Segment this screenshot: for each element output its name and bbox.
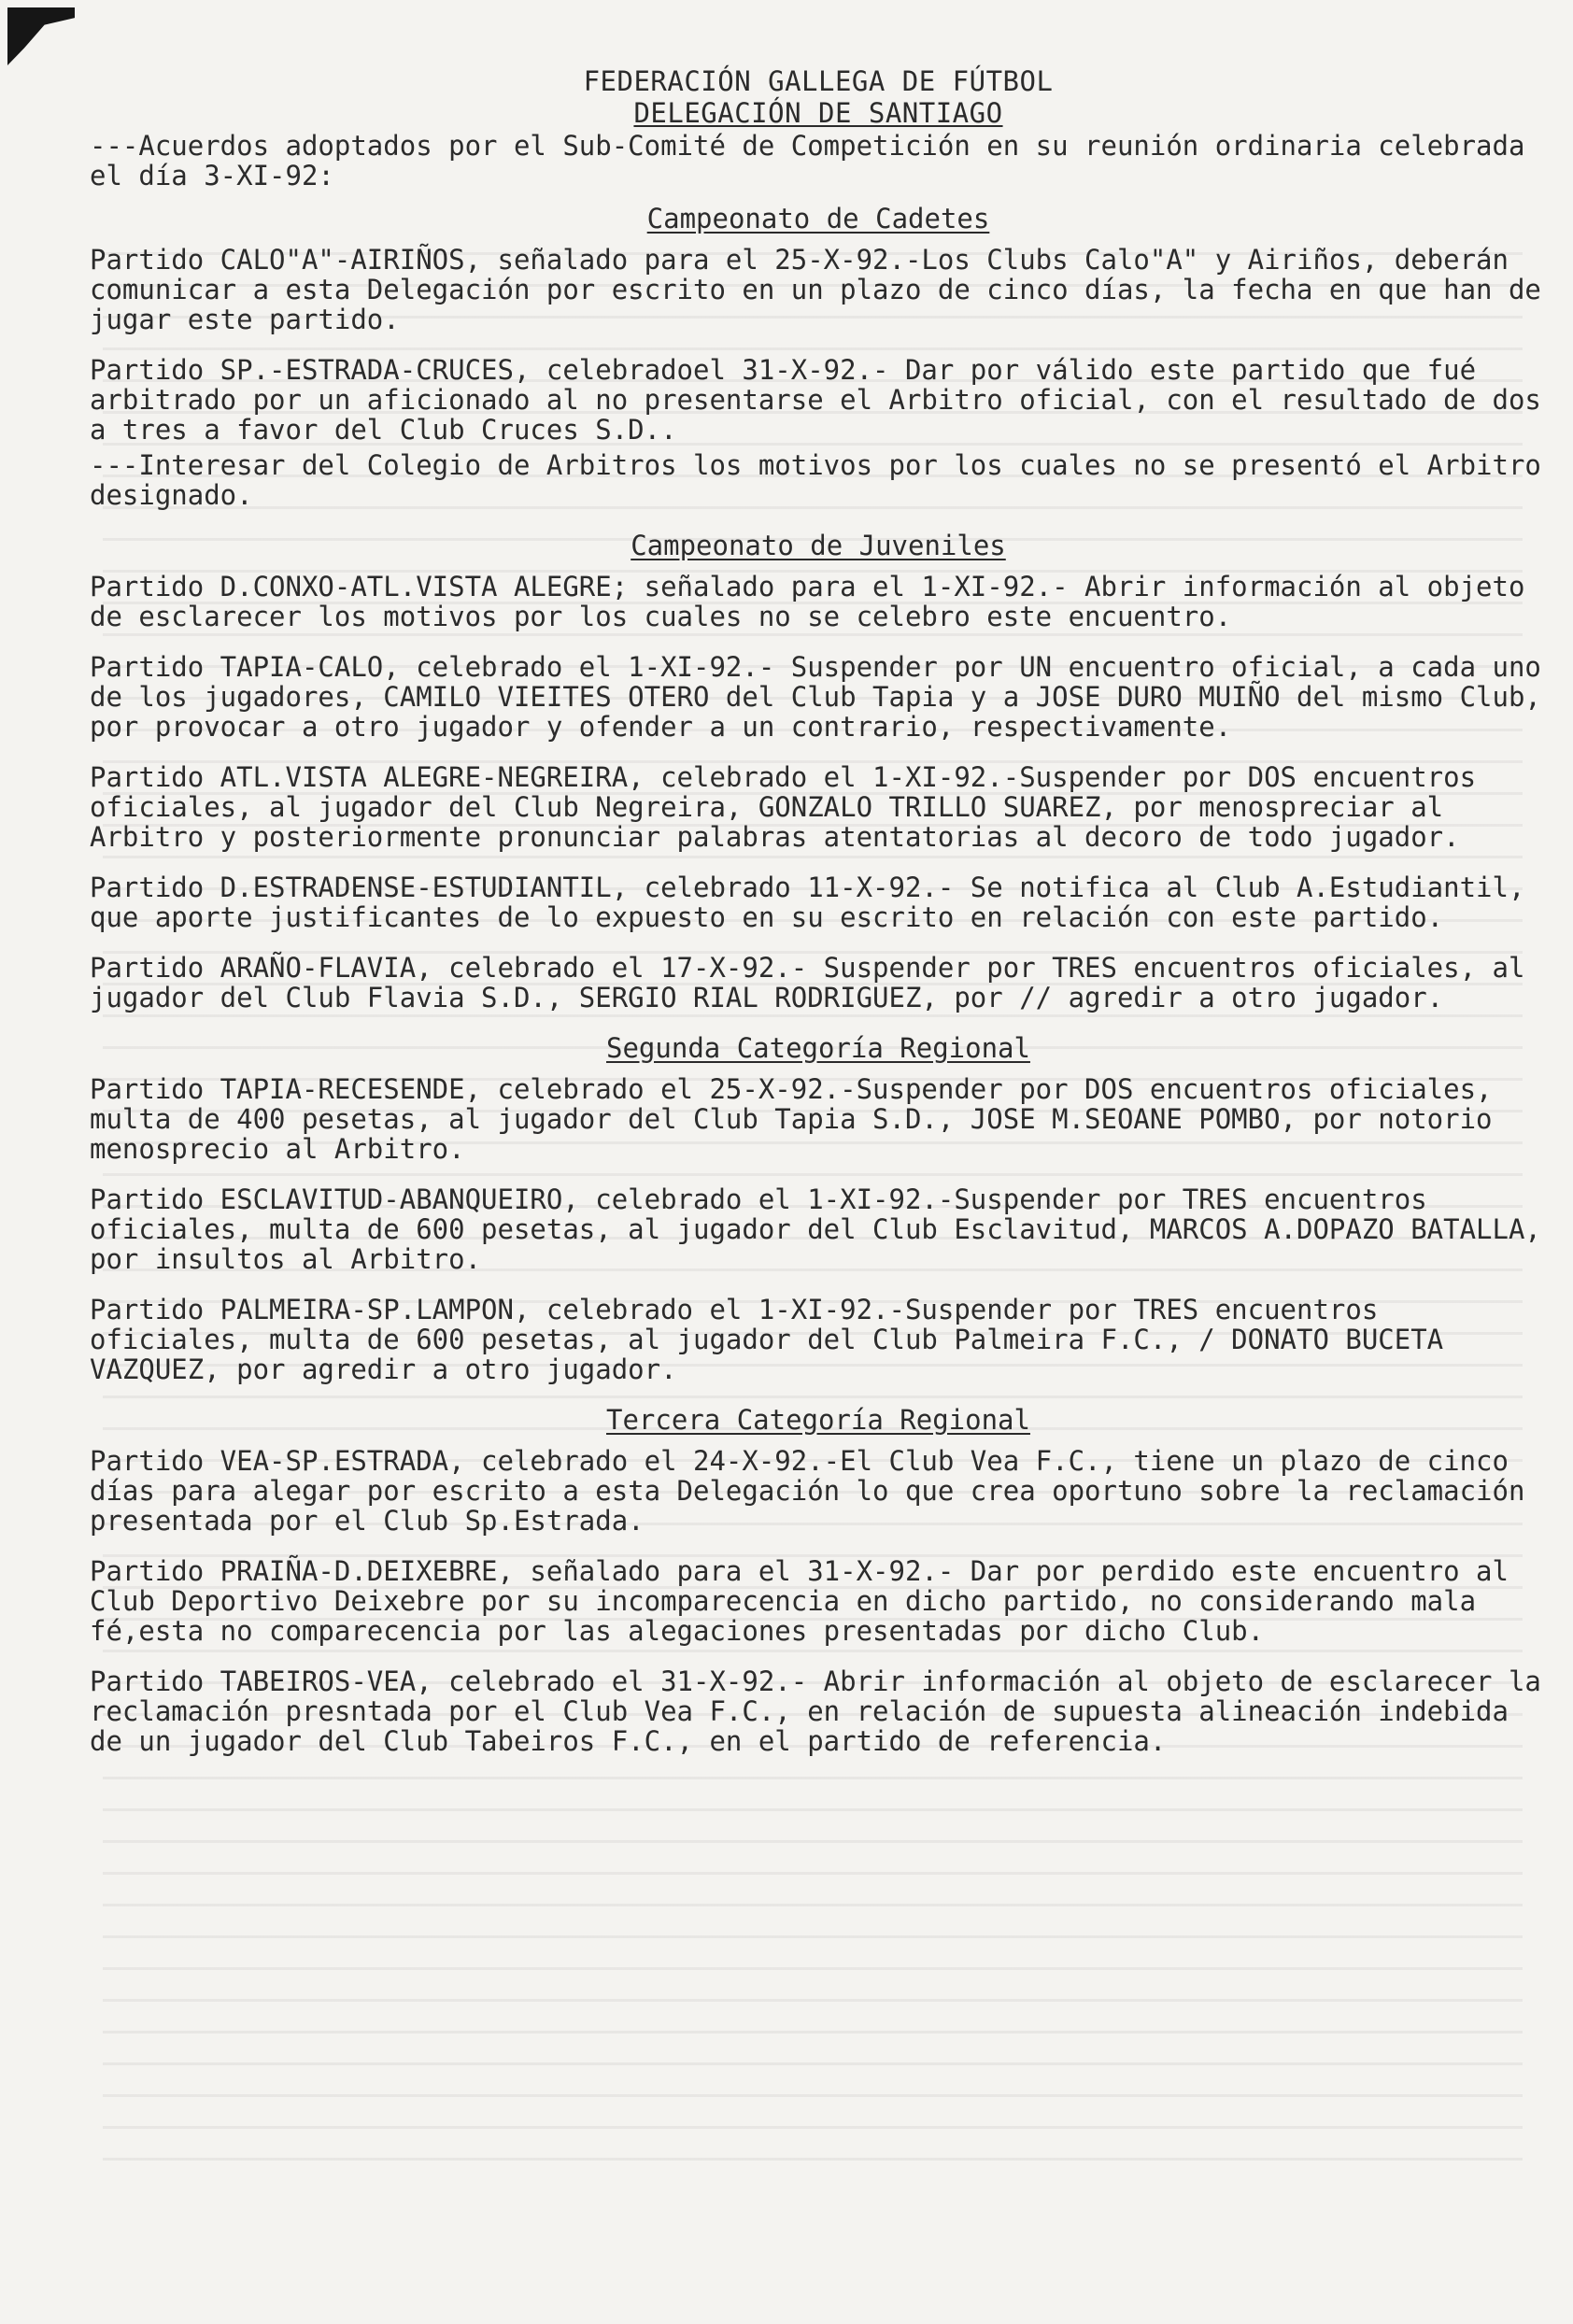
- ruling-paragraph: Partido ARAÑO-FLAVIA, celebrado el 17-X-92.- Suspender por TRES encuentros oficiales, al jugador del Club Flavia S.D., SERGIO RIAL RODRIGUEZ, por // agredir a otro jugador.: [90, 952, 1541, 1013]
- ruling-paragraph: Partido D.ESTRADENSE-ESTUDIANTIL, celebrado 11-X-92.- Se notifica al Club A.Estudiantil, que aporte justificantes de lo expuesto en su escrito en relación con este partido.: [90, 872, 1541, 933]
- ruling-paragraph: Partido CALO"A"-AIRIÑOS, señalado para el 25-X-92.-Los Clubs Calo"A" y Airiños, deberán comunicar a esta Delegación por escrito en un plazo de cinco días, la fecha en que han de jugar este partido.: [90, 244, 1558, 335]
- ruling-paragraph: Partido PRAIÑA-D.DEIXEBRE, señalado para el 31-X-92.- Dar por perdido este encuentro al Club Deportivo Deixebre por su incomparecencia en dicho partido, no considerando mala fé,esta no comparecencia por las alegaciones presentadas por dicho Club.: [90, 1555, 1525, 1647]
- document-body: [90, 65, 1558, 1777]
- section-title: Tercera Categoría Regional: [606, 1404, 1030, 1436]
- federation-name: FEDERACIÓN GALLEGA DE FÚTBOL: [583, 65, 1054, 97]
- section-juveniles: [90, 530, 1558, 1013]
- section-title: Segunda Categoría Regional: [606, 1032, 1030, 1064]
- corner-mark: [7, 7, 75, 65]
- section-cadetes: [90, 203, 1558, 511]
- section-title: Campeonato de Juveniles: [631, 530, 1006, 561]
- ruling-paragraph: Partido TAPIA-RECESENDE, celebrado el 25-X-92.-Suspender por DOS encuentros oficiales, multa de 400 pesetas, al jugador del Club Tapia S.D., JOSE M.SEOANE POMBO, por notorio menosprecio al Arbitro.: [90, 1073, 1509, 1165]
- ruling-paragraph: Partido SP.-ESTRADA-CRUCES, celebradoel 31-X-92.- Dar por válido este partido que fué arbitrado por un aficionado al no presentarse el Arbitro oficial, con el resultado de dos a tres a favor del Club Cruces S.D..: [90, 354, 1558, 446]
- ruling-paragraph: Partido D.CONXO-ATL.VISTA ALEGRE; señalado para el 1-XI-92.- Abrir información al objeto de esclarecer los motivos por los cuales no se celebro este encuentro.: [90, 571, 1541, 632]
- ruling-paragraph: Partido ATL.VISTA ALEGRE-NEGREIRA, celebrado el 1-XI-92.-Suspender por DOS encuentros oficiales, al jugador del Club Negreira, GONZALO TRILLO SUAREZ, por menospreciar al Arbitro y posteriormente pronunciar palabras atentatorias al decoro de todo jugador.: [90, 761, 1493, 853]
- ruling-paragraph: Partido TAPIA-CALO, celebrado el 1-XI-92.- Suspender por UN encuentro oficial, a cada uno de los jugadores, CAMILO VIEITES OTERO del Club Tapia y a JOSE DURO MUIÑO del mismo Club, por provocar a otro jugador y ofender a un contrario, respectivamente.: [90, 651, 1558, 743]
- section-title: Campeonato de Cadetes: [646, 203, 990, 234]
- ruling-paragraph: Partido TABEIROS-VEA, celebrado el 31-X-92.- Abrir información al objeto de esclarecer la reclamación presntada por el Club Vea F.C., en relación de supuesta alineación indebida de un jugador del Club Tabeiros F.C., en el partido de referencia.: [90, 1665, 1558, 1757]
- section-segunda-regional: [90, 1032, 1558, 1385]
- ruling-paragraph: Partido ESCLAVITUD-ABANQUEIRO, celebrado el 1-XI-92.-Suspender por TRES encuentros oficiales, multa de 600 pesetas, al jugador del Club Esclavitud, MARCOS A.DOPAZO BATALLA, por insultos al Arbitro.: [90, 1183, 1558, 1275]
- intro-paragraph: ---Acuerdos adoptados por el Sub-Comité de Competición en su reunión ordinaria celebrada el día 3-XI-92:: [90, 130, 1541, 191]
- section-tercera-regional: [90, 1404, 1558, 1757]
- delegation-name: DELEGACIÓN DE SANTIAGO: [633, 97, 1003, 129]
- document-header: [90, 65, 1547, 129]
- ruling-paragraph: Partido VEA-SP.ESTRADA, celebrado el 24-X-92.-El Club Vea F.C., tiene un plazo de cinco días para alegar por escrito a esta Delegación lo que crea oportuno sobre la reclamación presentada por el Club Sp.Estrada.: [90, 1445, 1541, 1537]
- ruling-paragraph: Partido PALMEIRA-SP.LAMPON, celebrado el 1-XI-92.-Suspender por TRES encuentros oficiales, multa de 600 pesetas, al jugador del Club Palmeira F.C., / DONATO BUCETA VAZQUEZ, por agredir a otro jugador.: [90, 1294, 1460, 1385]
- ruling-paragraph: ---Interesar del Colegio de Arbitros los motivos por los cuales no se presentó el Arbitro designado.: [90, 449, 1558, 511]
